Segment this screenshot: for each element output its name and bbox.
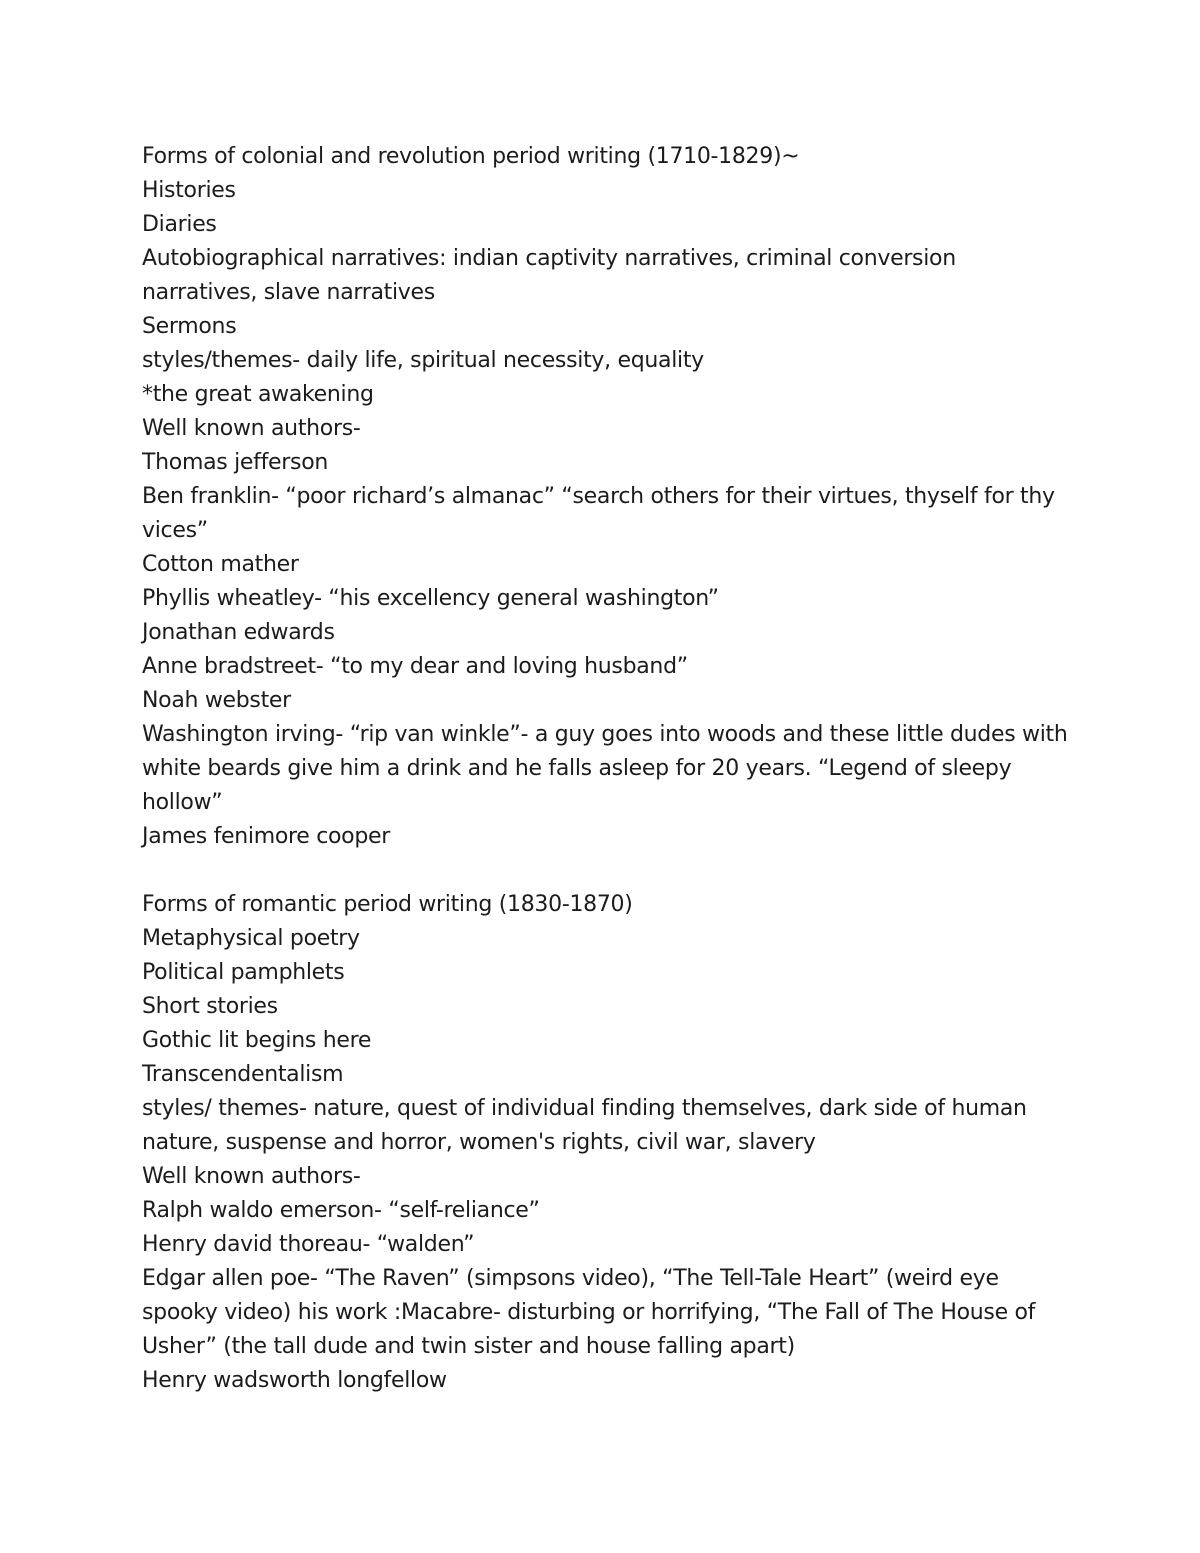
authors-heading: Well known authors- xyxy=(142,416,361,441)
styles-themes-line: styles/themes- daily life, spiritual necessity, equality xyxy=(142,348,704,373)
list-item: Short stories xyxy=(142,994,278,1019)
styles-themes-line: styles/ themes- nature, quest of individual finding themselves, dark side of human nature, suspense and horror, women's rights, civil war, slavery xyxy=(142,1096,1027,1155)
author-item: Anne bradstreet- “to my dear and loving husband” xyxy=(142,654,688,679)
author-item: Ralph waldo emerson- “self-reliance” xyxy=(142,1198,540,1223)
list-item: Histories xyxy=(142,178,236,203)
author-item: Cotton mather xyxy=(142,552,299,577)
author-item: Noah webster xyxy=(142,688,291,713)
document-body xyxy=(142,140,1072,1398)
author-item: Edgar allen poe- “The Raven” (simpsons video), “The Tell-Tale Heart” (weird eye spooky video) his work :Macabre- disturbing or horrifying, “The Fall of The House of Usher” (the tall dude and twin sister and house falling apart) xyxy=(142,1266,1036,1359)
list-item: Sermons xyxy=(142,314,237,339)
list-item: Metaphysical poetry xyxy=(142,926,360,951)
list-item: Transcendentalism xyxy=(142,1062,344,1087)
author-item: James fenimore cooper xyxy=(142,824,390,849)
author-item: Phyllis wheatley- “his excellency general washington” xyxy=(142,586,719,611)
list-item: Gothic lit begins here xyxy=(142,1028,372,1053)
paragraph-spacer xyxy=(142,854,1072,888)
list-item: *the great awakening xyxy=(142,382,374,407)
list-item: Diaries xyxy=(142,212,217,237)
author-item: Jonathan edwards xyxy=(142,620,335,645)
section-heading-romantic: Forms of romantic period writing (1830-1870) xyxy=(142,892,633,917)
authors-heading: Well known authors- xyxy=(142,1164,361,1189)
list-item: Autobiographical narratives: indian captivity narratives, criminal conversion narratives, slave narratives xyxy=(142,246,956,305)
author-item: Washington irving- “rip van winkle”- a guy goes into woods and these little dudes with white beards give him a drink and he falls asleep for 20 years. “Legend of sleepy hollow” xyxy=(142,722,1068,815)
author-item: Thomas jefferson xyxy=(142,450,328,475)
author-item: Henry wadsworth longfellow xyxy=(142,1368,447,1393)
section-heading-colonial: Forms of colonial and revolution period writing (1710-1829)~ xyxy=(142,144,800,169)
list-item: Political pamphlets xyxy=(142,960,345,985)
author-item: Ben franklin- “poor richard’s almanac” “search others for their virtues, thyself for thy vices” xyxy=(142,484,1055,543)
author-item: Henry david thoreau- “walden” xyxy=(142,1232,475,1257)
